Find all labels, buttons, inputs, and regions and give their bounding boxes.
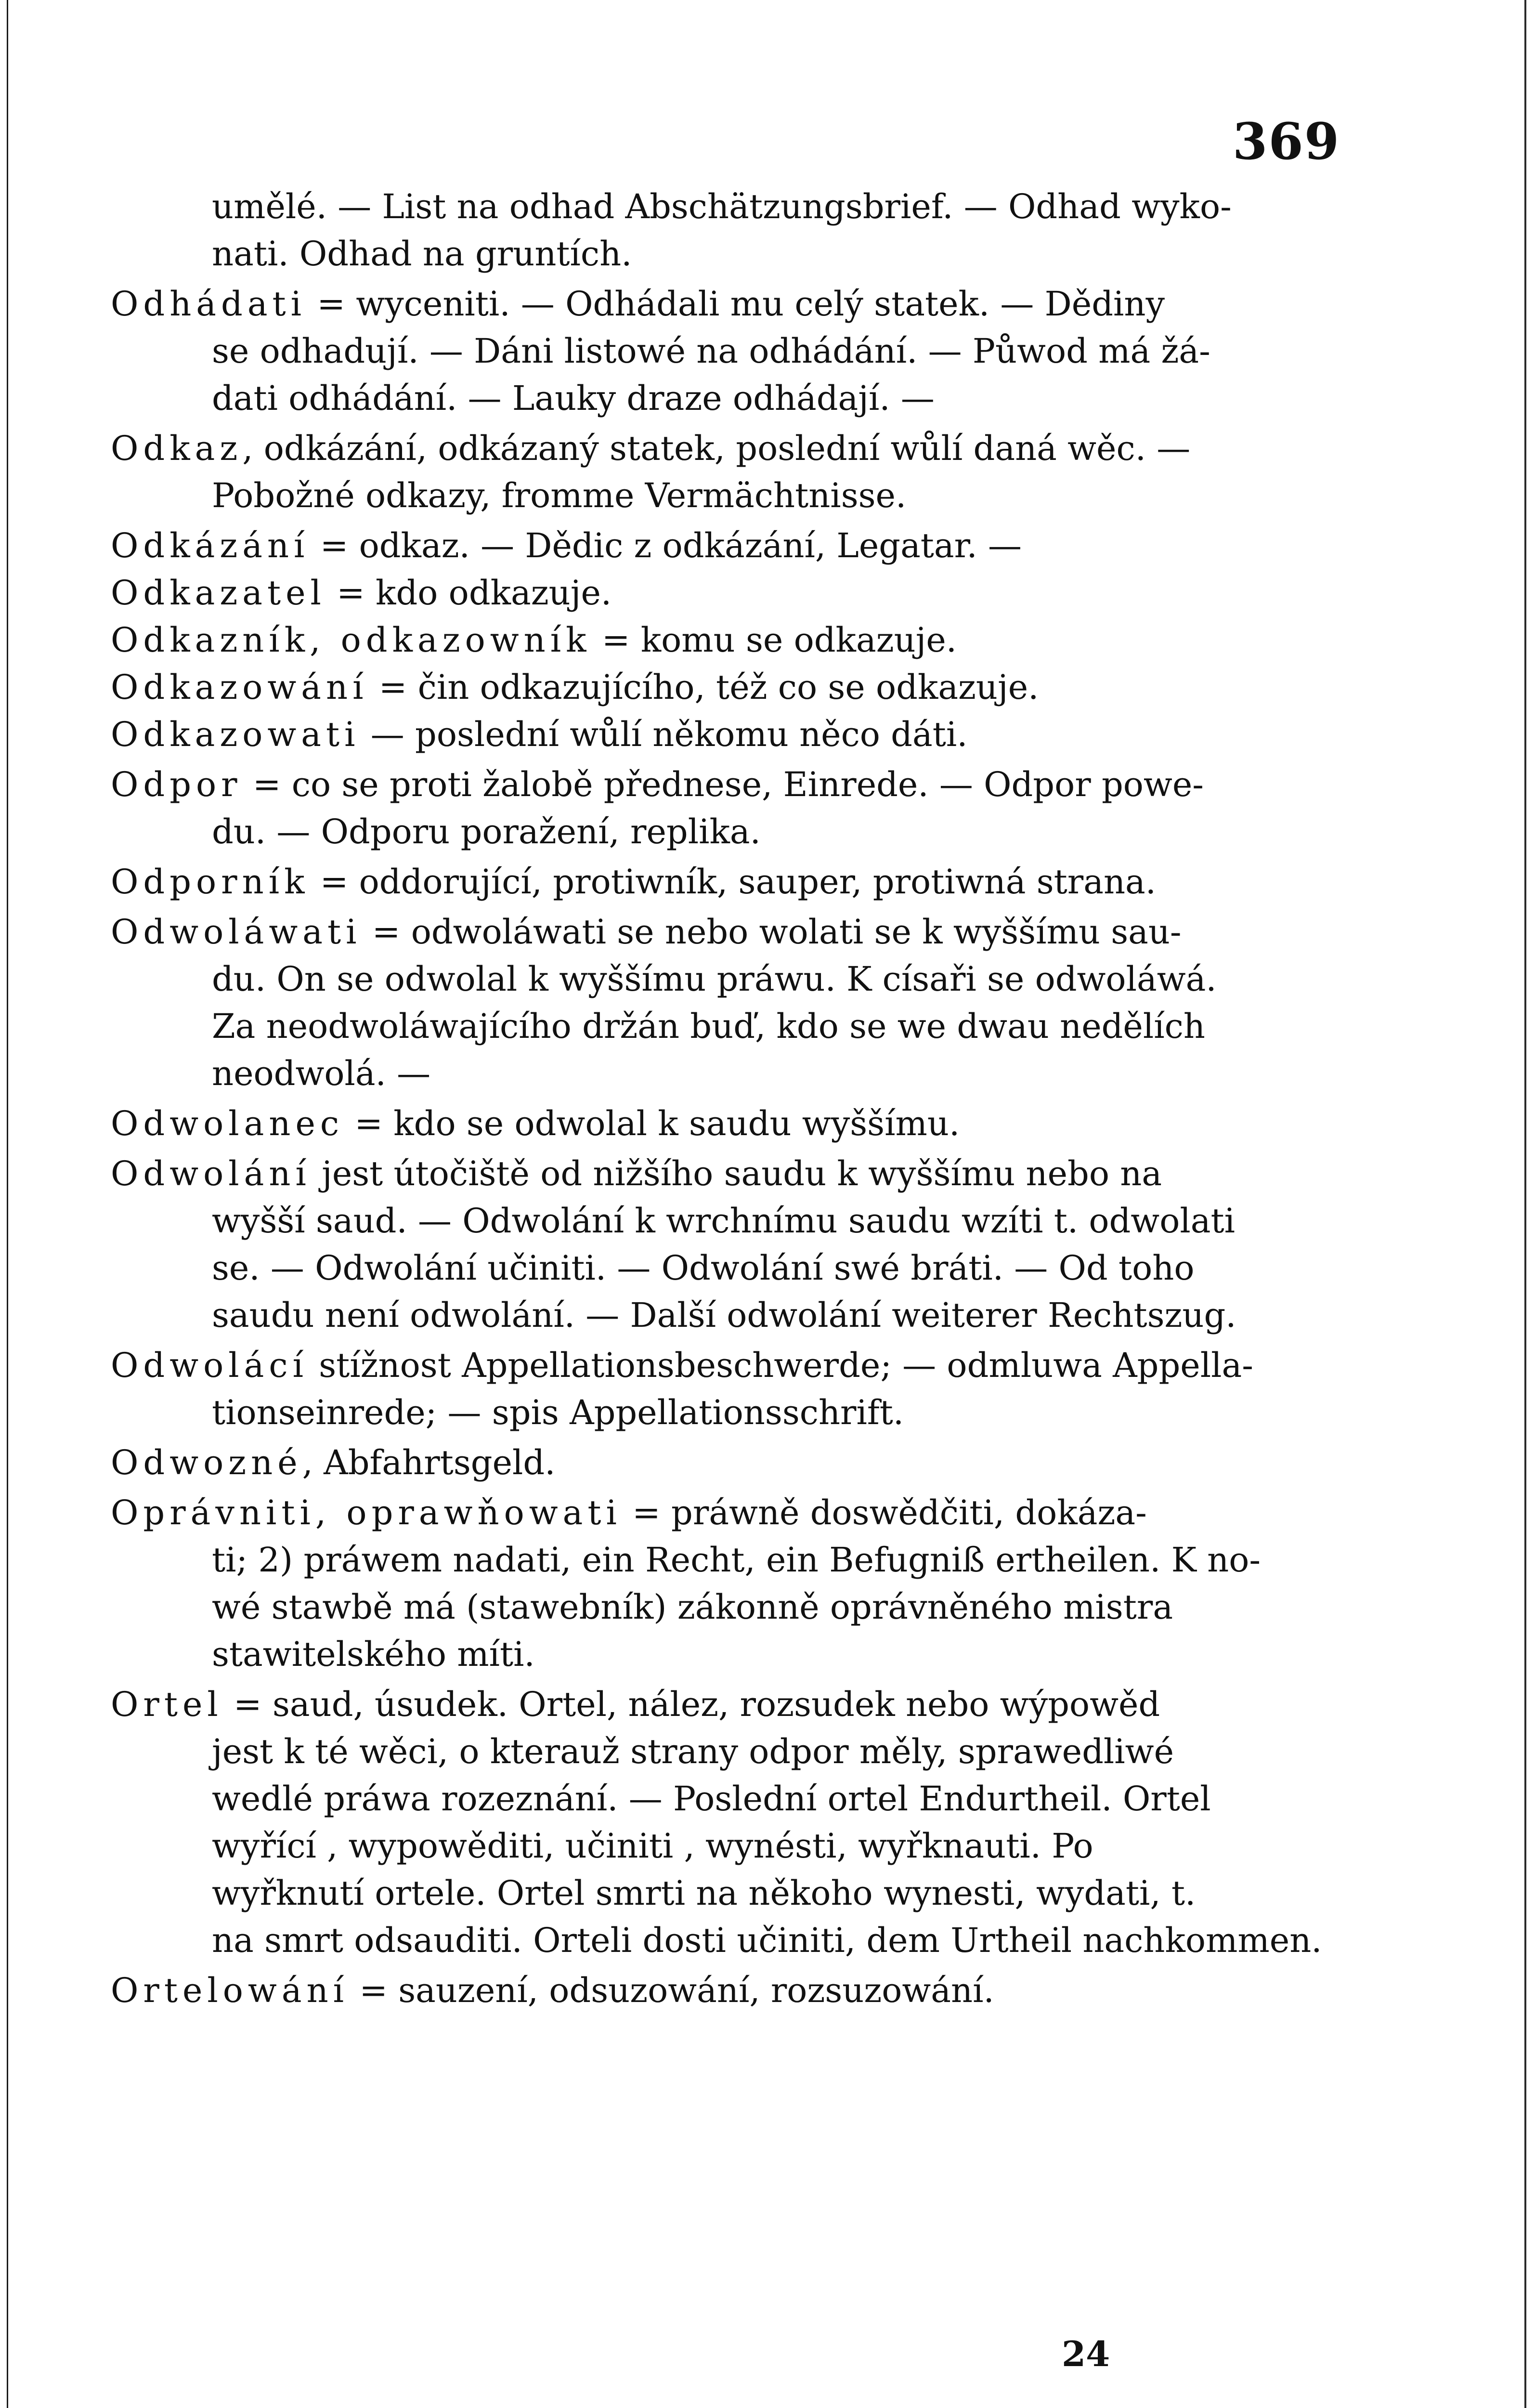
definition-text: wyřící , wypowěditi, učiniti , wynésti, wyřknauti. Po [212, 1826, 1093, 1866]
headword: Odwolanec [111, 1104, 344, 1143]
definition-text: , odkázání, odkázaný statek, poslední wůlí daná wěc. — [242, 429, 1191, 468]
definition-text: Pobožné odkazy, fromme Vermächtnisse. [212, 476, 907, 515]
definition-text: = oddorující, protiwník, sauper, protiwná strana. [309, 862, 1157, 902]
definition-text: = sauzení, odsuzowání, rozsuzowání. [349, 1971, 994, 2010]
headword: Oprávniti, oprawňowati [111, 1493, 622, 1532]
definition-text: = saud, úsudek. Ortel, nález, rozsudek nebo wýpowěd [222, 1685, 1160, 1724]
entry-ortelowani [111, 1967, 1329, 2014]
definition-text: dati odhádání. — Lauky draze odhádají. — [212, 379, 935, 418]
entry-odkazani [111, 522, 1329, 569]
definition-text: wé stawbě má (stawebník) zákonně oprávněného mistra [212, 1587, 1173, 1627]
definition-text: se odhadují. — Dáni listowé na odhádání. — Půwod má žá- [212, 331, 1210, 371]
entry-opravniti [111, 1489, 1329, 1678]
entry-odwolanec [111, 1100, 1329, 1147]
entry-odwolani [111, 1150, 1329, 1339]
definition-text: , Abfahrtsgeld. [302, 1443, 556, 1482]
entry-odkaznik [111, 616, 1329, 664]
scan-edge-right [1524, 0, 1526, 2408]
headword: Ortel [111, 1685, 223, 1724]
definition-text: = odkaz. — Dědic z odkázání, Legatar. — [309, 526, 1022, 565]
headword: Odhádati [111, 284, 307, 324]
entry-odkazowati [111, 711, 1329, 758]
definition-text: na smrt odsauditi. Orteli dosti učiniti, dem Urtheil nachkommen. [212, 1921, 1322, 1960]
headword: Odkazatel [111, 573, 326, 613]
entry-odwolawati [111, 908, 1329, 1097]
definition-text: wyšší saud. — Odwolání k wrchnímu saudu wzíti t. odwolati [212, 1201, 1235, 1241]
definition-text: du. — Odporu poražení, replika. [212, 812, 761, 851]
definition-text: stížnost Appellationsbeschwerde; — odmluwa Appella- [308, 1346, 1253, 1385]
headword: Odwolácí [111, 1346, 308, 1385]
definition-text: = co se proti žalobě přednese, Einrede. — Odpor powe- [242, 765, 1204, 804]
definition-text: — poslední wůlí někomu něco dáti. [360, 715, 968, 754]
definition-text: tionseinrede; — spis Appellationsschrift. [212, 1393, 904, 1432]
definition-text: = práwně doswědčiti, dokáza- [621, 1493, 1147, 1532]
dictionary-entries [111, 183, 1329, 2017]
definition-text: Za neodwoláwajícího držán buď, kdo se we dwau nedělích [212, 1007, 1205, 1046]
entry-odwozne [111, 1439, 1329, 1486]
definition-text: wedlé práwa rozeznání. — Poslední ortel Endurtheil. Ortel [212, 1779, 1211, 1819]
definition-text: stawitelského míti. [212, 1635, 535, 1674]
definition-text: wyřknutí ortele. Ortel smrti na někoho wynesti, wydati, t. [212, 1873, 1196, 1913]
headword: Odkazowání [111, 667, 368, 707]
continuation-entry [111, 183, 1329, 277]
page-number: 369 [1233, 112, 1340, 171]
entry-odkaz [111, 425, 1329, 519]
headword: Odwolání [111, 1154, 311, 1193]
headword: Odporník [111, 862, 310, 902]
definition-text: jest k té wěci, o kterauž strany odpor měly, sprawedliwé [212, 1732, 1174, 1771]
definition-text: = kdo odkazuje. [325, 573, 612, 613]
headword: Odwoláwati [111, 912, 362, 952]
text-line: umělé. — List na odhad Abschätzungsbrief. — Odhad wyko- [212, 187, 1232, 226]
definition-text: se. — Odwolání učiniti. — Odwolání swé bráti. — Od toho [212, 1248, 1195, 1288]
definition-text: saudu není odwolání. — Další odwolání weiterer Rechtszug. [212, 1296, 1236, 1335]
entry-odwolaci [111, 1342, 1329, 1436]
headword: Odkaz [111, 429, 243, 468]
signature-mark: 24 [1062, 2333, 1110, 2374]
headword: Odpor [111, 765, 242, 804]
text-line: nati. Odhad na gruntích. [212, 234, 632, 274]
definition-text: = komu se odkazuje. [591, 620, 957, 660]
headword: Odwozné [111, 1443, 302, 1482]
entry-odkazatel [111, 569, 1329, 616]
headword: Odkazník, odkazowník [111, 620, 591, 660]
definition-text: = odwoláwati se nebo wolati se k wyššímu sau- [361, 912, 1182, 952]
definition-text: ti; 2) práwem nadati, ein Recht, ein Befugniß ertheilen. K no- [212, 1540, 1261, 1580]
entry-odkazowani [111, 664, 1329, 711]
definition-text: du. On se odwolal k wyššímu práwu. K císaři se odwoláwá. [212, 959, 1217, 999]
definition-text: = čin odkazujícího, též co se odkazuje. [368, 667, 1039, 707]
headword: Ortelowání [111, 1971, 349, 2010]
scan-edge-left [7, 0, 8, 2408]
headword: Odkazowati [111, 715, 360, 754]
headword: Odkázání [111, 526, 310, 565]
entry-odpor [111, 761, 1329, 855]
definition-text: jest útočiště od nižšího saudu k wyššímu nebo na [311, 1154, 1162, 1193]
definition-text: = kdo se odwolal k saudu wyššímu. [344, 1104, 960, 1143]
definition-text: = wyceniti. — Odhádali mu celý statek. — Dědiny [306, 284, 1165, 324]
entry-odhadati [111, 280, 1329, 422]
entry-odpornik [111, 858, 1329, 905]
entry-ortel [111, 1681, 1329, 1964]
definition-text: neodwolá. — [212, 1054, 431, 1093]
